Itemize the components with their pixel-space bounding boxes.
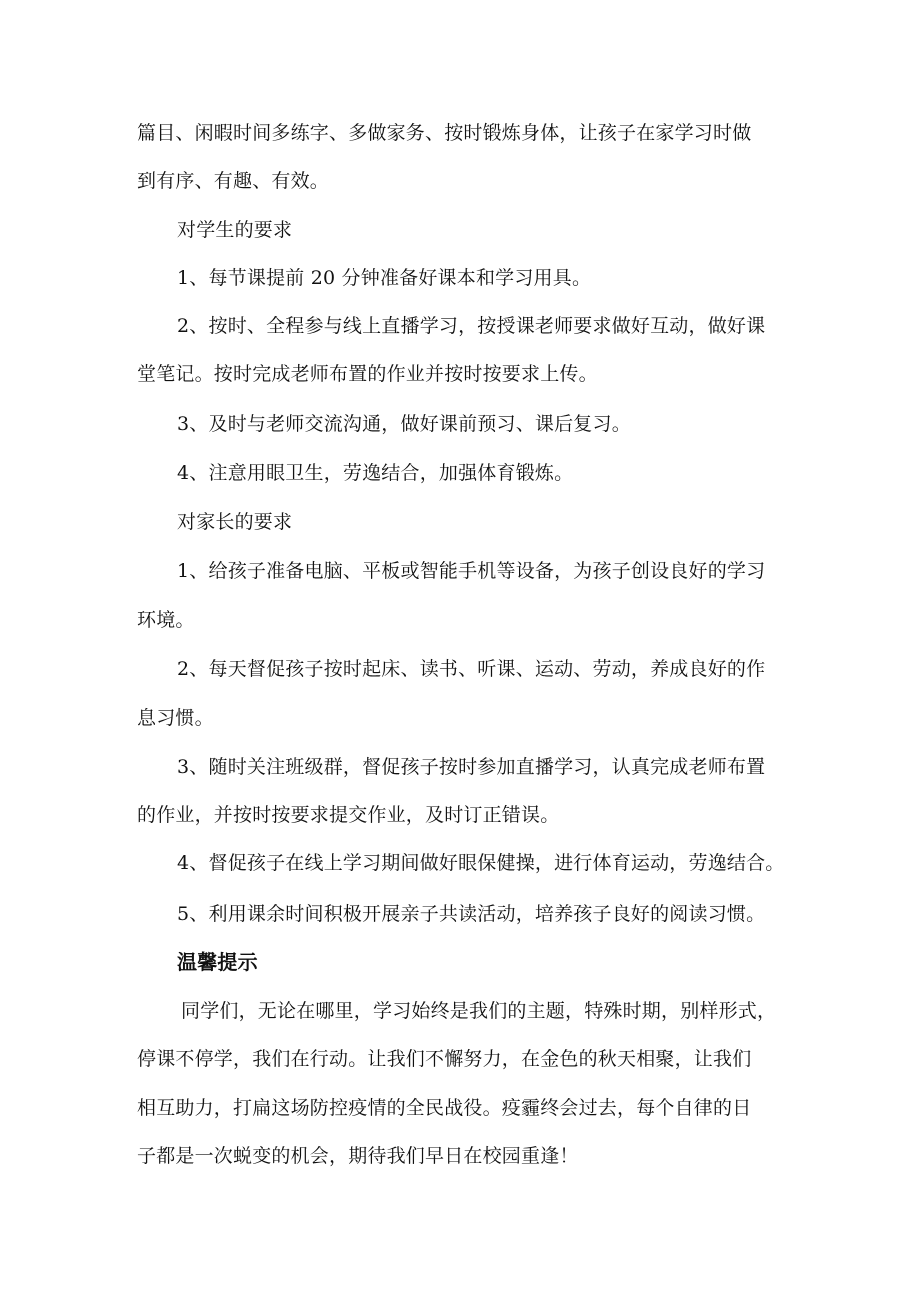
parents-heading: 对家长的要求 <box>177 511 293 533</box>
tips-line-3: 相互助力，打扁这场防控疫情的全民战役。疫霾终会过去，每个自律的日 <box>137 1097 752 1119</box>
tips-line-2: 停课不停学，我们在行动。让我们不懈努力，在金色的秋天相聚，让我们 <box>137 1048 752 1070</box>
intro-line-2: 到有序、有趣、有效。 <box>137 170 330 192</box>
students-item-4: 4、注意用眼卫生，劳逸结合，加强体育锻炼。 <box>177 462 574 484</box>
parents-item-4: 4、督促孩子在线上学习期间做好眼保健操，进行体育运动，劳逸结合。 <box>177 852 785 874</box>
students-item-2-line-1: 2、按时、全程参与线上直播学习，按授课老师要求做好互动，做好课 <box>177 315 766 337</box>
tips-line-1: 同学们，无论在哪里，学习始终是我们的主题，特殊时期，别样形式， <box>181 1000 777 1022</box>
parents-item-1-line-2: 环境。 <box>137 609 195 631</box>
parents-item-3-line-2: 的作业，并按时按要求提交作业，及时订正错误。 <box>137 804 560 826</box>
parents-item-2-line-2: 息习惯。 <box>137 707 214 729</box>
students-heading: 对学生的要求 <box>177 219 293 241</box>
students-item-2-line-2: 堂笔记。按时完成老师布置的作业并按时按要求上传。 <box>137 363 598 385</box>
parents-item-5: 5、利用课余时间积极开展亲子共读活动，培养孩子良好的阅读习惯。 <box>177 903 766 925</box>
parents-item-2-line-1: 2、每天督促孩子按时起床、读书、听课、运动、劳动，养成良好的作 <box>177 658 766 680</box>
students-item-1: 1、每节课提前 20 分钟准备好课本和学习用具。 <box>177 267 592 289</box>
intro-line-1: 篇目、闲暇时间多练字、多做家务、按时锻炼身体，让孩子在家学习时做 <box>137 122 752 144</box>
parents-item-1-line-1: 1、给孩子准备电脑、平板或智能手机等设备，为孩子创设良好的学习 <box>177 560 766 582</box>
tips-line-4: 子都是一次蜕变的机会，期待我们早日在校园重逢！ <box>137 1145 579 1167</box>
students-item-3: 3、及时与老师交流沟通，做好课前预习、课后复习。 <box>177 413 631 435</box>
parents-item-3-line-1: 3、随时关注班级群，督促孩子按时参加直播学习，认真完成老师布置 <box>177 756 766 778</box>
tips-heading: 温馨提示 <box>177 950 258 974</box>
